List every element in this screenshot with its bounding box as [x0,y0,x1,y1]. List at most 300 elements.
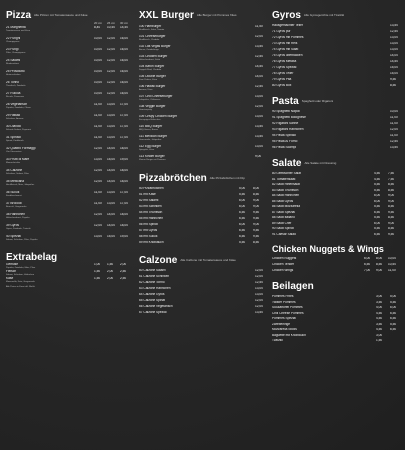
menu-item [6,125,132,136]
menu-item-name [272,301,364,305]
menu-item [6,277,132,284]
menu-item-price: 13,00 [107,125,115,128]
menu-column-middle [139,10,265,317]
menu-column-left [6,10,132,289]
menu-item-price: 13,00 [107,136,115,139]
menu-item-name [272,42,364,46]
menu-item-description: Ananas, Käse [139,88,153,91]
menu-item-title: Baguette mit Knoblauch [272,333,306,337]
menu-item [139,65,265,75]
menu-item-name [139,229,230,233]
menu-item-price: 4,50 [376,317,383,320]
menu-item-price: 12,00 [255,275,263,278]
calzone-list [139,269,265,317]
menu-item-title: 101 Cheeseburger [139,35,166,38]
menu-item [6,70,132,81]
menu-item-title: 80 Gyros Box [272,84,292,87]
menu-item-price: 14,00 [107,180,115,183]
menu-item-description: Paprika, Zwiebeln, Oliven [6,106,31,109]
menu-item-description: Mozzarella, Feta, Gorgonzola [6,280,35,283]
menu-item-title: 54 mit Thunfisch [139,211,163,214]
menu-item-title: Chicken Wings [272,269,294,272]
menu-item-title: 73 Gyros mit Reis [272,42,298,45]
menu-item-price: 14,00 [107,147,115,150]
menu-item-title: 32 Quattro Formaggi [6,147,36,150]
menu-item-name [139,85,230,91]
menu-item-price: 5,50 [239,193,246,196]
menu-item-description: Bacon, Zwiebelringe [139,48,159,51]
menu-item-name [6,202,97,208]
menu-item-price: 18,00 [120,180,128,183]
menu-item-price: 13,00 [390,42,398,45]
menu-item-title: 94 Pasta Spinaci [272,134,296,137]
menu-item [139,45,265,55]
menu-item-price: 17,00 [120,136,128,139]
menu-item-title: Gemüse [6,263,19,266]
menu-item-price: 6,50 [374,210,381,214]
menu-item-name [272,263,364,267]
menu-item-title: 27 Rucola [6,92,21,95]
menu-item-title: 80 Gemischter Salat [272,172,301,175]
menu-item-title: 53 mit Schinken [139,205,162,208]
menu-item-price: 10,00 [94,37,102,40]
menu-item [139,75,265,85]
menu-item-price: 12,00 [107,48,115,51]
menu-item-price: 17,00 [120,125,128,128]
pasta-heading: Pasta Spaghetti oder Rigatoni [272,96,334,107]
menu-item-description: Thunfisch, Zwiebeln [6,84,26,87]
menu-item-title: 66 Calzone Vegetarisch [139,305,173,308]
menu-item-name [139,217,230,221]
menu-item-price: 2,50 [120,270,127,273]
menu-item-description: Tomatensauce und Käse [6,29,31,32]
burger-heading: XXL Burger Alle Burger mit Pommes frites [139,10,237,21]
menu-item-price: 18,00 [120,224,128,227]
menu-item-price: 12,00 [107,59,115,62]
menu-item [6,263,132,270]
menu-item-description: Scharfe Salami, Peperoni [6,128,31,131]
menu-item-price: 12,00 [94,213,102,216]
menu-item-name [272,323,364,327]
burger-list [139,25,265,165]
menu-item-price: 10,50 [388,263,396,266]
menu-item-name [139,269,230,273]
menu-item-name [139,55,230,61]
menu-item-price: 3,00 [376,295,383,298]
menu-item-price: 18,00 [120,147,128,150]
menu-item-title: 55 mit Hähnchen [139,217,164,220]
pizza-list [6,26,132,246]
menu-item-price: 4,50 [374,172,381,175]
menu-item-price: 12,50 [255,281,263,284]
menu-item-price: 13,00 [107,103,115,106]
pizzabroetchen-heading: Pizzabrötchen Alle Pizzabrötchen mit Dip [139,173,245,184]
menu-item-title: 23 Fungi [6,48,19,51]
menu-item-name [139,45,230,51]
menu-item-price: 12,00 [107,37,115,40]
menu-item [139,155,265,165]
menu-column-right [272,10,400,345]
menu-item-price: 6,50 [239,217,246,220]
menu-item-description: Gemüsepatty [139,108,153,111]
menu-item-name [272,306,364,310]
menu-item-price: 5,00 [390,295,397,298]
menu-item-title: 100 Hamburger [139,25,162,28]
menu-item-price: 13,00 [255,293,263,296]
menu-item [6,37,132,48]
menu-item-name [139,75,230,81]
menu-item-price: 11,00 [94,125,102,128]
menu-item-price: 12,00 [255,305,263,308]
menu-item-price: 6,00 [374,221,381,225]
menu-item-description: Champignons [6,40,20,43]
menu-item-price: 15,00 [390,66,398,69]
menu-item [6,191,132,202]
menu-item [6,59,132,70]
menu-item-description: Salami, Schinken, Pilze, Paprika [6,238,38,241]
menu-item-title: Chicken Nuggets [272,257,297,260]
menu-item [139,85,265,95]
menu-item-price: 14,00 [107,224,115,227]
menu-item [6,169,132,180]
menu-item-name [272,200,364,204]
menu-item-name [139,299,230,303]
menu-item-title: 108 Veggie Burger [139,105,166,108]
menu-item-name [139,105,230,111]
menu-item-title: 21 Margherita [6,26,26,29]
menu-item-title: 96 Pasta Scampi [272,146,297,149]
menu-item-title: 56 mit Spinat [139,223,158,226]
menu-item-price: 8,00 [253,187,260,190]
menu-item-title: 26 Tonno [6,81,20,84]
menu-item-title: 72 Gyros mit Pommes [272,36,304,39]
menu-item-name [139,205,230,209]
menu-item-price: 10,00 [94,48,102,51]
menu-item-title: 95 Pasta Al Forno [272,140,298,143]
menu-item-price: 12,00 [107,70,115,73]
menu-item-price: 14,00 [107,213,115,216]
menu-item-name [272,110,364,114]
menu-item-description: Zwei Patties, Käse [139,78,158,81]
menu-item-price: 17,00 [120,191,128,194]
menu-item-name [272,54,364,58]
menu-item-price: 9,00 [388,199,395,203]
menu-item-description: Hackfleisch, Mais, Jalapeños [6,183,35,186]
menu-item-price: 10,00 [390,110,398,113]
menu-item-price: 16,00 [120,81,128,84]
menu-item-price: 9,50 [253,211,260,214]
pasta-list [272,110,400,152]
chicken-heading: Chicken Nuggets & Wings [272,244,384,254]
menu-item [139,55,265,65]
menu-item-description: Rindfleisch, Cheddar [139,38,160,41]
menu-item-name [272,60,364,64]
menu-item-price: 16,00 [120,59,128,62]
menu-item-title: 63 Calzone Hähnchen [139,287,171,290]
menu-item-price: 10,00 [94,81,102,84]
menu-item-name [139,287,230,291]
menu-item-description: Hinterschinken [6,73,21,76]
menu-item-description: Vier Käsesorten [6,150,22,153]
menu-item-name [272,78,364,82]
menu-item-name [6,59,97,65]
menu-item-price: 1,50 [107,263,114,266]
menu-item-description: Gyros, Zwiebeln, Tzatziki [6,227,31,230]
menu-item-name [6,125,97,131]
menu-item-price: 17,00 [120,103,128,106]
menu-item-name [6,263,97,269]
menu-item-name [272,178,364,182]
menu-item-price: 9,00 [253,199,260,202]
menu-item-description: Pilze, Champignons [6,51,26,54]
menu-item-description: Hähnchenbrust, Paprika [6,216,30,219]
menu-item-title: 51 mit Käse [139,193,156,196]
menu-item-name [6,26,97,32]
menu-item-price: 3,00 [376,333,383,337]
menu-item-price: 8,50 [253,241,260,244]
menu-item-price: 11,00 [388,269,396,272]
menu-item [6,81,132,92]
menu-item-name [6,147,97,153]
menu-item-name [6,70,97,76]
menu-item-price: 9,50 [253,229,260,232]
menu-item-name [139,281,230,285]
menu-item [6,270,132,277]
menu-item-title: 62 Calzone Tonno [139,281,165,284]
menu-item-description: Salami, Schinken, Hähnchen [6,273,35,276]
menu-item-name [139,95,230,101]
menu-item-price: 9,00 [253,223,260,226]
menu-item [6,26,132,37]
menu-item [6,92,132,103]
menu-item-name [272,48,364,52]
menu-item-name [139,35,230,41]
menu-item-title: 25 Prosciutto [6,70,25,73]
menu-item-name [272,317,364,321]
menu-item-title: 88 Salat Italiano [272,216,295,219]
menu-item-price: 8,50 [390,84,397,87]
menu-item-name [139,193,230,197]
menu-item-name [139,235,230,239]
menu-item-title: 50 Pizzabrötchen [139,187,164,190]
menu-item-price: 13,50 [255,311,263,314]
menu-item-price: 6,00 [239,223,246,226]
menu-item-title: 93 Rigatoni Hähnchen [272,128,304,131]
menu-item-price: 9,50 [253,235,260,238]
menu-item-title: 40 Spezial [6,235,21,238]
menu-item-title: 81 Tomatensalat [272,177,296,181]
menu-item-title: Pommes Frites [272,295,294,298]
menu-item-price: 13,00 [107,191,115,194]
menu-item-name [272,183,364,187]
menu-item-name [272,66,364,70]
menu-item-title: Chicken Tender [272,263,295,266]
menu-item-name [272,211,364,215]
gyros-list [272,24,400,90]
menu-item-description: Rucola, Parmesan [6,95,24,98]
menu-item [272,84,400,90]
menu-item-title: 109 Crispy Chicken Burger [139,115,178,118]
menu-item-price: 13,00 [255,115,263,118]
menu-item-name [6,169,97,175]
menu-item [6,224,132,235]
menu-item-name [6,48,97,54]
menu-item-title: 28 Vegetarisch [6,103,28,106]
menu-item-price: 14,00 [390,54,398,57]
menu-item-title: 92 Rigatoni Sahne [272,122,299,125]
menu-item-price: 5,50 [374,188,381,192]
menu-item-description: BBQ-Sauce, Bacon [139,128,158,131]
pizzabroetchen-list [139,187,265,247]
menu-item-name [139,115,230,121]
menu-item-name [6,92,97,98]
menu-item [272,233,400,239]
menu-item-price: 15,00 [107,158,115,161]
menu-item-title: Mozzarella Sticks [272,328,297,331]
menu-item-price: 9,50 [253,217,260,220]
menu-item-price: 7,00 [364,269,371,272]
menu-item [139,125,265,135]
menu-item-title: 79 Gyros Pita [272,78,292,81]
menu-item-title: 61 Calzone Schinken [139,275,170,278]
menu-item-price: 6,50 [239,229,246,232]
menu-item-price: 9,00 [255,155,262,158]
menu-item-price: 12,00 [255,269,263,272]
menu-item-price: 13,00 [255,287,263,290]
extrabelag-list [6,263,132,284]
menu-item-price: 15,00 [107,235,115,238]
menu-item-price: 6,50 [374,232,381,236]
menu-item-price: 6,50 [239,235,246,238]
menu-item [6,180,132,191]
menu-item-title: 91 Spaghetti Bolognese [272,116,306,119]
menu-item [6,158,132,169]
menu-item-price: 6,00 [374,194,381,197]
menu-item-price: 9,50 [388,232,395,236]
menu-item-title: Tzatziki [272,339,283,342]
menu-item-name [272,328,364,332]
menu-item-price: 8,50 [388,216,395,219]
menu-item-name [272,216,364,220]
menu-item [139,241,265,247]
menu-item-price: 16,00 [120,92,128,95]
menu-item-price: 14,50 [255,65,263,68]
menu-item-description: Knuspriges Hähnchen [139,118,161,121]
menu-item-price: 12,00 [94,147,102,150]
menu-item-description: Paprika, Zwiebeln, Mais, Pilze [6,266,36,269]
menu-item-price: 11,00 [94,114,102,117]
menu-item-name [272,339,364,343]
menu-item-price: 6,00 [364,257,371,260]
menu-item-title: 113 Kinder Burger [139,155,165,158]
menu-item-price: 16,00 [120,48,128,51]
menu-item-description: Meeresfrüchte [6,161,20,164]
menu-item-price: 1,50 [376,339,383,342]
menu-item-title: Pommes Spezial [272,317,296,320]
menu-item-name [139,305,230,309]
menu-item-title: 75 Gyros überbacken [272,54,303,57]
menu-item-name [139,199,230,203]
menu-item [139,35,265,45]
menu-item-price: 10,00 [94,92,102,95]
menu-item-title: 59 mit Knoblauch [139,241,164,244]
menu-item-price: 6,00 [239,199,246,202]
menu-item-price: 6,50 [239,211,246,214]
menu-item-price: 6,50 [390,328,397,331]
menu-item-price: 13,50 [255,125,263,128]
menu-item-name [139,311,230,315]
menu-item-price: 12,00 [107,92,115,95]
menu-item-price: 16,00 [120,70,128,73]
menu-item-name [139,211,230,215]
menu-item-price: 11,00 [94,136,102,139]
menu-item [6,202,132,213]
menu-item [6,235,132,246]
menu-item-name [139,241,230,245]
menu-item-price: 5,50 [390,300,397,304]
menu-item-price: 12,00 [390,128,398,131]
menu-item-title: 90 Salat Spinat [272,227,294,230]
menu-item-name [272,172,364,176]
menu-item-title: 35 Mexicana [6,180,25,183]
menu-item-title: 103 Chicken Burger [139,55,168,58]
menu-item-price: 13,00 [255,145,263,148]
menu-item-price: 13,00 [255,95,263,98]
menu-item-price: 8,50 [388,188,395,192]
menu-item-title: Hausgemachter Teller [272,24,303,27]
menu-item-name [272,189,364,193]
menu-item-title: 30 Diavolo [6,125,22,128]
menu-item-name [272,334,364,338]
menu-item-price: 6,00 [374,199,381,203]
menu-item-name [139,155,230,161]
menu-item-description: Broccoli, Gorgonzola [6,205,27,208]
menu-item-price: 14,40 [120,26,128,29]
menu-item-price: 10,00 [388,257,396,260]
menu-item-title: Fleisch [6,270,17,273]
menu-item-price: 2,00 [107,277,114,280]
beilagen-heading: Beilagen [272,281,314,292]
menu-item [6,48,132,59]
menu-item-name [139,145,230,151]
menu-item-name [272,30,364,34]
menu-item-name [272,295,364,299]
menu-item-price: 12,00 [255,105,263,108]
menu-item-price: 13,00 [390,36,398,39]
menu-item-title: 82 Salat Hirtensalat [272,183,300,186]
menu-item-title: 71 Gyros pur [272,30,291,33]
menu-item-price: 5,50 [390,322,397,326]
menu-item-name [139,223,230,227]
menu-item-title: 91 Caesar Salad [272,232,296,236]
menu-item-title: 22 Funghi [6,37,21,40]
menu-item-title: Zwiebelringe [272,322,291,326]
menu-item-price: 13,00 [107,202,115,205]
menu-item-price: 11,00 [94,191,102,194]
menu-item-title: 60 Calzone Salami [139,269,166,272]
menu-item-price: 12,00 [255,299,263,302]
menu-item-name [6,103,97,109]
menu-item-price: 13,00 [94,235,102,238]
menu-item [6,103,132,114]
menu-item [139,145,265,155]
menu-item-name [6,37,97,43]
menu-item-name [6,191,97,197]
menu-item-title: 24 Salami [6,59,21,62]
menu-item-title: 74 Gyros mit Salat [272,48,299,51]
menu-item-price: 19,00 [120,235,128,238]
menu-item-price: 6,00 [239,205,246,208]
